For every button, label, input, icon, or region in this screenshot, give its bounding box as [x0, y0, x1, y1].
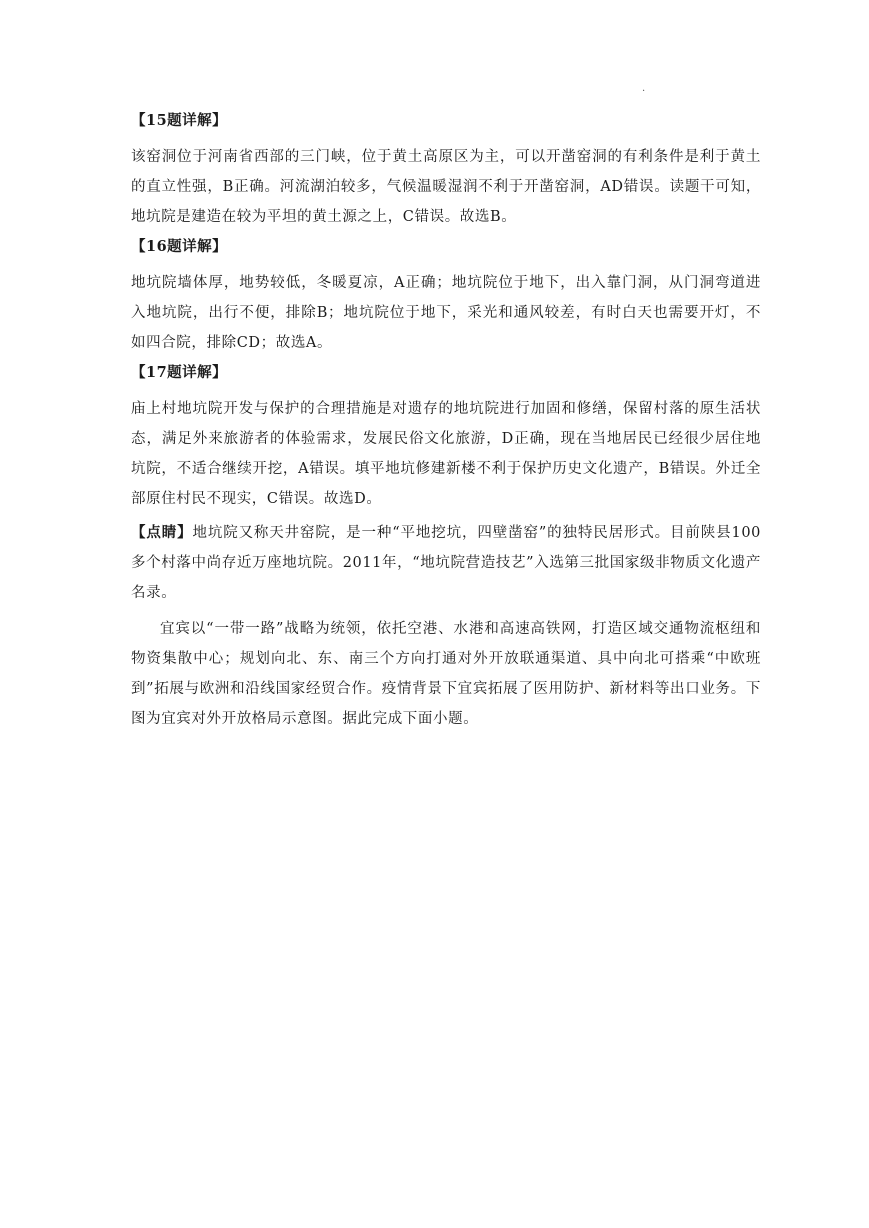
section-text: 地坑院墙体厚，地势较低，冬暖夏凉，A正确；地坑院位于地下，出入靠门洞，从门洞弯道进入地坑院，出行不便，排除B；地坑院位于地下，采光和通风较差，有时白天也需要开灯，不如四合院，排除CD；故选A。 [131, 275, 761, 351]
section-q16 [131, 236, 761, 358]
section-text: 该窑洞位于河南省西部的三门峡，位于黄土高原区为主，可以开凿窑洞的有利条件是利于黄土的直立性强，B正确。河流湖泊较多，气候温暖湿润不利于开凿窑洞，AD错误。读题干可知，地坑院是建造在较为平坦的黄土源之上，C错误。故选B。 [131, 149, 761, 225]
tip-paragraph [131, 518, 761, 608]
section-text: 庙上村地坑院开发与保护的合理措施是对遗存的地坑院进行加固和修缮，保留村落的原生活状态，满足外来旅游者的体验需求，发展民俗文化旅游，D正确，现在当地居民已经很少居住地坑院，不适合继续开挖，A错误。填平地坑修建新楼不利于保护历史文化遗产，B错误。外迁全部原住村民不现实，C错误。故选D。 [131, 401, 761, 507]
section-heading: 【15题详解】 [131, 112, 228, 129]
section-heading: 【16题详解】 [131, 238, 228, 255]
section-q15 [131, 110, 761, 232]
tip-text: 地坑院又称天井窑院，是一种“平地挖坑，四壁凿窑”的独特民居形式。目前陕县100多个村落中尚存近万座地坑院。2011年，“地坑院营造技艺”入选第三批国家级非物质文化遗产名录。 [131, 525, 761, 601]
page-mark: . [642, 83, 646, 94]
intro-paragraph: 宜宾以“一带一路”战略为统领，依托空港、水港和高速高铁网，打造区域交通物流枢纽和物资集散中心；规划向北、东、南三个方向打通对外开放联通渠道、具中向北可搭乘“中欧班到”拓展与欧洲和沿线国家经贸合作。疫情背景下宜宾拓展了医用防护、新材料等出口业务。下图为宜宾对外开放格局示意图。据此完成下面小题。 [131, 621, 761, 727]
section-heading: 【17题详解】 [131, 364, 228, 381]
tip-label: 【点睛】 [131, 524, 193, 541]
section-q17 [131, 362, 761, 514]
document-content [131, 110, 761, 738]
